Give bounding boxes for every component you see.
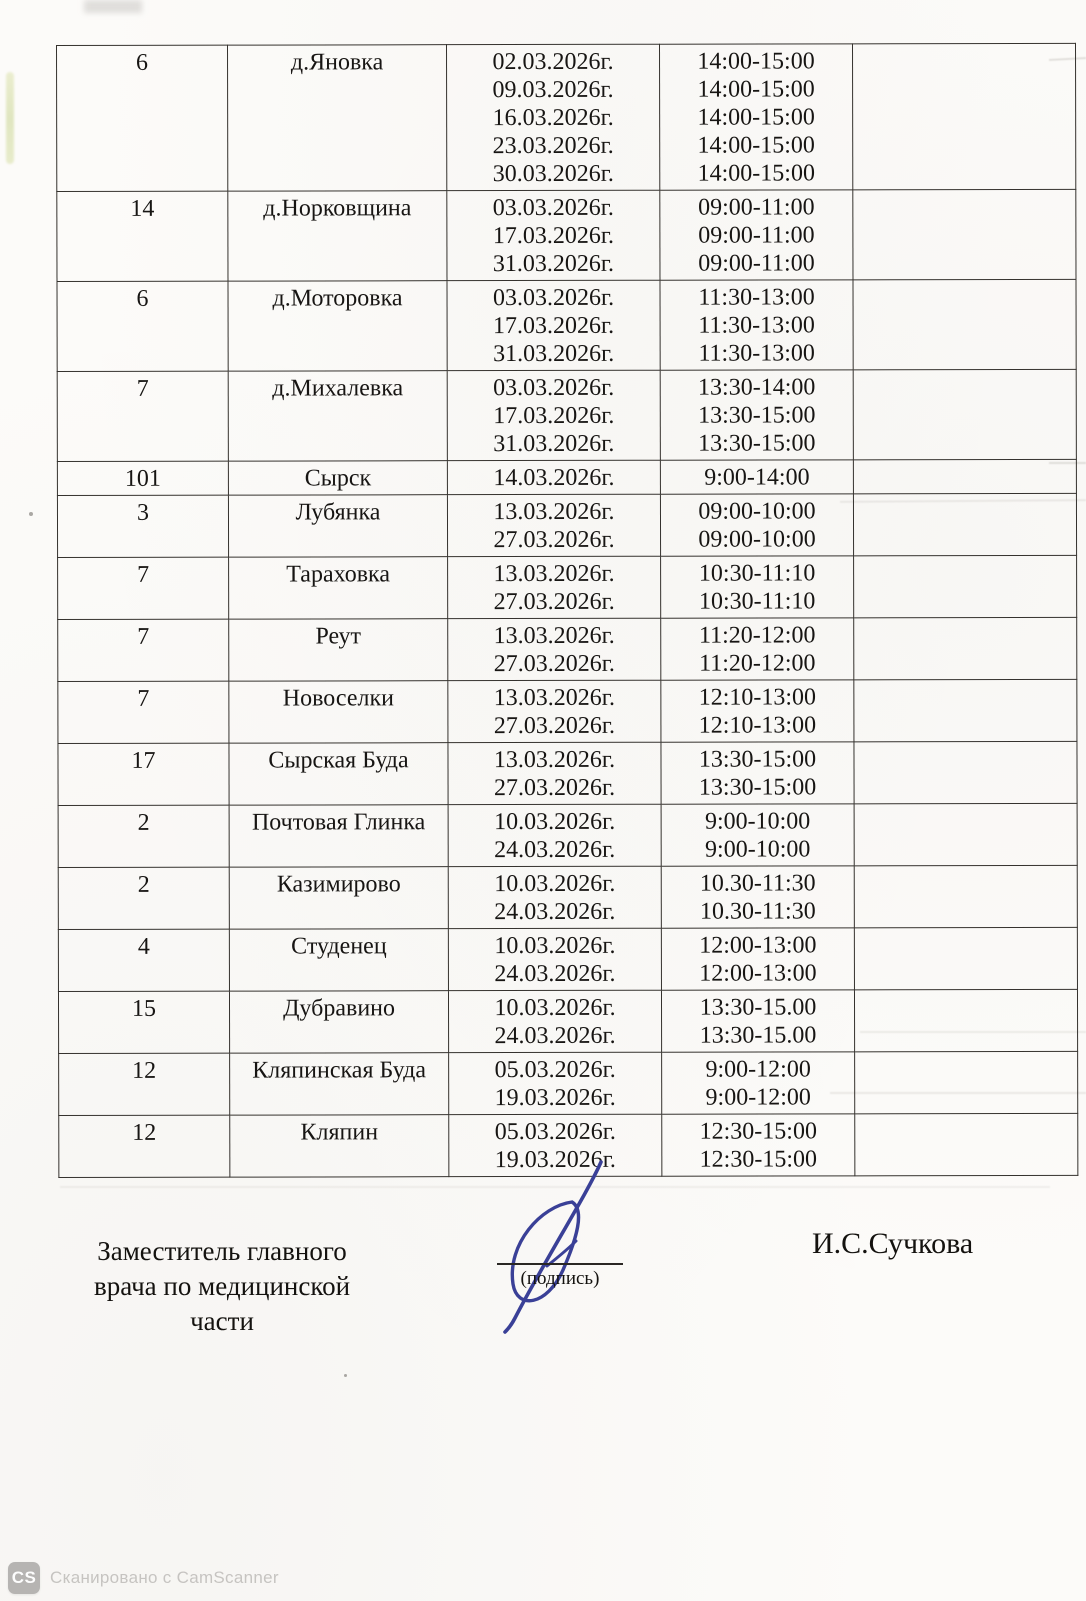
- count-cell: 6: [57, 281, 228, 371]
- time-line: 10.30-11:30: [699, 898, 816, 925]
- times-cell: [660, 494, 853, 556]
- times-cell: [661, 742, 854, 804]
- time-line: 10:30-11:10: [698, 560, 816, 587]
- times-cell: [661, 866, 854, 928]
- time-line: 10:30-11:10: [698, 588, 816, 615]
- table-row: [58, 617, 1077, 681]
- table-row: [57, 493, 1076, 557]
- place-cell: д.Норковщина: [228, 191, 447, 281]
- time-line: 09:00-11:00: [698, 250, 815, 277]
- date-line: 17.03.2026г.: [492, 222, 614, 250]
- date-line: 03.03.2026г.: [493, 374, 615, 402]
- time-line: 11:30-13:00: [698, 284, 815, 311]
- date-line: 27.03.2026г.: [493, 774, 616, 802]
- date-line: 17.03.2026г.: [492, 312, 615, 340]
- place-cell: Сырск: [228, 461, 447, 495]
- time-line: 09:00-10:00: [698, 498, 816, 525]
- dates-cell: [447, 460, 660, 494]
- time-line: 09:00-11:00: [698, 194, 815, 221]
- date-line: 31.03.2026г.: [493, 430, 615, 458]
- table-row: [57, 43, 1076, 191]
- date-line: 31.03.2026г.: [493, 340, 615, 368]
- date-line: 13.03.2026г.: [493, 560, 615, 588]
- time-line: 9:00-12:00: [705, 1056, 811, 1083]
- time-line: 12:00-13:00: [699, 932, 817, 959]
- time-line: 14:00-15:00: [697, 132, 815, 159]
- time-line: 10.30-11:30: [699, 870, 816, 897]
- date-line: 24.03.2026г.: [494, 836, 616, 864]
- date-line: 30.03.2026г.: [492, 160, 614, 188]
- date-line: 27.03.2026г.: [493, 650, 615, 678]
- dates-cell: [448, 680, 661, 742]
- time-line: 11:30-13:00: [698, 312, 815, 339]
- dates-cell: [448, 742, 661, 804]
- time-line: 11:30-13:00: [698, 340, 815, 367]
- date-line: 23.03.2026г.: [492, 132, 614, 160]
- time-line: 13:30-15.00: [699, 994, 817, 1021]
- notes-cell: [855, 1113, 1078, 1175]
- notes-cell: [854, 865, 1077, 927]
- count-cell: 15: [58, 991, 229, 1053]
- camscanner-icon-label: CS: [11, 1568, 37, 1587]
- count-cell: 7: [58, 557, 229, 619]
- time-line: 14:00-15:00: [697, 76, 815, 103]
- date-line: 05.03.2026г.: [494, 1118, 616, 1146]
- count-cell: 4: [58, 929, 229, 991]
- date-line: 09.03.2026г.: [492, 76, 614, 104]
- notes-cell: [853, 369, 1076, 459]
- schedule-table: [56, 43, 1078, 1178]
- date-line: 27.03.2026г.: [493, 712, 616, 740]
- signature-caption: (подпись): [520, 1268, 600, 1289]
- date-line: 19.03.2026г.: [494, 1084, 616, 1112]
- count-cell: 7: [58, 681, 229, 743]
- times-cell: [660, 280, 853, 370]
- date-line: 16.03.2026г.: [492, 104, 614, 132]
- signature-ink: [455, 1148, 665, 1348]
- times-cell: [661, 556, 854, 618]
- position-title: Заместитель главного врача по медицинской части: [93, 1236, 351, 1336]
- scan-speck: [29, 512, 33, 516]
- times-cell: [662, 1114, 855, 1176]
- date-line: 10.03.2026г.: [494, 994, 616, 1022]
- place-cell: Сырская Буда: [229, 743, 448, 805]
- notes-cell: [853, 459, 1076, 493]
- table-row: [57, 369, 1076, 461]
- time-line: 09:00-10:00: [698, 526, 816, 553]
- time-line: 9:00-14:00: [704, 464, 810, 491]
- time-line: 13:30-15:00: [698, 774, 817, 801]
- time-line: 12:30-15:00: [699, 1146, 818, 1173]
- time-line: 9:00-12:00: [705, 1084, 811, 1111]
- place-cell: д.Михалевка: [228, 371, 447, 461]
- time-line: 13:30-14:00: [698, 374, 816, 401]
- notes-cell: [852, 43, 1075, 189]
- table-row: [58, 865, 1077, 929]
- notes-cell: [853, 279, 1076, 369]
- date-line: 10.03.2026г.: [494, 870, 616, 898]
- count-cell: 2: [58, 867, 229, 929]
- date-line: 14.03.2026г.: [493, 464, 615, 492]
- dates-cell: [449, 1052, 662, 1114]
- place-cell: Лубянка: [228, 495, 447, 557]
- signature-line: [497, 1263, 623, 1265]
- count-cell: 12: [59, 1053, 230, 1115]
- time-line: 13:30-15:00: [698, 430, 816, 457]
- table-row: [57, 279, 1076, 371]
- count-cell: 2: [58, 805, 229, 867]
- time-line: 12:10-13:00: [698, 684, 817, 711]
- place-cell: Тараховка: [229, 557, 448, 619]
- date-line: 13.03.2026г.: [493, 622, 615, 650]
- place-cell: Дубравино: [229, 991, 448, 1053]
- time-line: 09:00-11:00: [698, 222, 815, 249]
- notes-cell: [854, 741, 1077, 803]
- time-line: 12:10-13:00: [698, 712, 817, 739]
- count-cell: 14: [57, 191, 228, 281]
- schedule-table-body: [57, 43, 1078, 1177]
- watermark-text: Сканировано с CamScanner: [50, 1568, 279, 1587]
- place-cell: Реут: [229, 619, 448, 681]
- notes-cell: [854, 617, 1077, 679]
- date-line: 05.03.2026г.: [494, 1056, 616, 1084]
- times-cell: [661, 680, 854, 742]
- dates-cell: [447, 494, 660, 556]
- table-row: [57, 189, 1076, 281]
- notes-cell: [853, 189, 1076, 279]
- time-line: 14:00-15:00: [697, 104, 815, 131]
- times-cell: [661, 804, 854, 866]
- table-row: [57, 459, 1076, 495]
- dates-cell: [447, 190, 660, 280]
- place-cell: д.Моторовка: [228, 281, 447, 371]
- count-cell: 7: [58, 619, 229, 681]
- scan-streak-artifact: [6, 72, 14, 164]
- signer-name: И.С.Сучкова: [812, 1227, 974, 1260]
- dates-cell: [448, 928, 661, 990]
- dates-cell: [448, 556, 661, 618]
- date-line: 19.03.2026г.: [494, 1146, 616, 1174]
- date-line: 13.03.2026г.: [493, 498, 615, 526]
- date-line: 24.03.2026г.: [494, 898, 616, 926]
- times-cell: [660, 370, 853, 460]
- time-line: 12:30-15:00: [699, 1118, 817, 1145]
- dates-cell: [448, 618, 661, 680]
- camscanner-watermark: [8, 1562, 279, 1594]
- date-line: 10.03.2026г.: [494, 932, 616, 960]
- dates-cell: [448, 990, 661, 1052]
- notes-cell: [853, 493, 1076, 555]
- date-line: 24.03.2026г.: [494, 1022, 616, 1050]
- count-cell: 12: [59, 1115, 230, 1177]
- date-line: 13.03.2026г.: [493, 684, 615, 712]
- date-line: 10.03.2026г.: [494, 808, 616, 836]
- scan-speck: [344, 1374, 347, 1377]
- notes-cell: [854, 555, 1077, 617]
- date-line: 27.03.2026г.: [493, 588, 615, 616]
- place-cell: Кляпин: [230, 1115, 449, 1177]
- times-cell: [659, 44, 852, 190]
- table-row: [58, 741, 1077, 805]
- time-line: 14:00-15:00: [697, 160, 815, 187]
- count-cell: 7: [57, 371, 228, 461]
- scan-smudge-artifact: [84, 0, 142, 13]
- time-line: 9:00-10:00: [704, 808, 811, 835]
- count-cell: 6: [57, 45, 228, 191]
- camscanner-icon: [8, 1562, 40, 1594]
- notes-cell: [855, 1051, 1078, 1113]
- date-line: 03.03.2026г.: [492, 194, 614, 222]
- count-cell: 17: [58, 743, 229, 805]
- time-line: 11:20-12:00: [699, 650, 816, 677]
- dates-cell: [448, 804, 661, 866]
- times-cell: [661, 990, 854, 1052]
- notes-cell: [854, 679, 1077, 741]
- date-line: 13.03.2026г.: [493, 746, 616, 774]
- table-row: [58, 679, 1077, 743]
- place-cell: Новоселки: [229, 681, 448, 743]
- times-cell: [660, 190, 853, 280]
- place-cell: Кляпинская Буда: [230, 1053, 449, 1115]
- time-line: 13:30-15.00: [699, 1022, 817, 1049]
- table-row: [58, 555, 1077, 619]
- table-row: [58, 803, 1077, 867]
- dates-cell: [447, 280, 660, 370]
- notes-cell: [854, 803, 1077, 865]
- date-line: 03.03.2026г.: [492, 284, 615, 312]
- times-cell: [660, 460, 853, 494]
- dates-cell: [447, 44, 660, 190]
- table-row: [58, 989, 1077, 1053]
- place-cell: д.Яновка: [228, 45, 447, 191]
- time-line: 13:30-15:00: [698, 402, 816, 429]
- time-line: 14:00-15:00: [697, 48, 815, 75]
- date-line: 02.03.2026г.: [492, 48, 614, 76]
- time-line: 11:20-12:00: [698, 622, 816, 649]
- notes-cell: [854, 927, 1077, 989]
- dates-cell: [448, 866, 661, 928]
- times-cell: [661, 928, 854, 990]
- table-row: [59, 1051, 1078, 1115]
- place-cell: Студенец: [229, 929, 448, 991]
- date-line: 31.03.2026г.: [492, 250, 615, 278]
- place-cell: Почтовая Глинка: [229, 805, 448, 867]
- date-line: 27.03.2026г.: [493, 526, 615, 554]
- date-line: 24.03.2026г.: [494, 960, 616, 988]
- dates-cell: [447, 370, 660, 460]
- place-cell: Казимирово: [229, 867, 448, 929]
- count-cell: 3: [57, 495, 228, 557]
- table-row: [58, 927, 1077, 991]
- notes-cell: [854, 989, 1077, 1051]
- time-line: 13:30-15:00: [698, 746, 817, 773]
- count-cell: 101: [57, 461, 228, 495]
- times-cell: [662, 1052, 855, 1114]
- time-line: 12:00-13:00: [699, 960, 817, 987]
- times-cell: [661, 618, 854, 680]
- date-line: 17.03.2026г.: [493, 402, 615, 430]
- time-line: 9:00-10:00: [704, 836, 811, 863]
